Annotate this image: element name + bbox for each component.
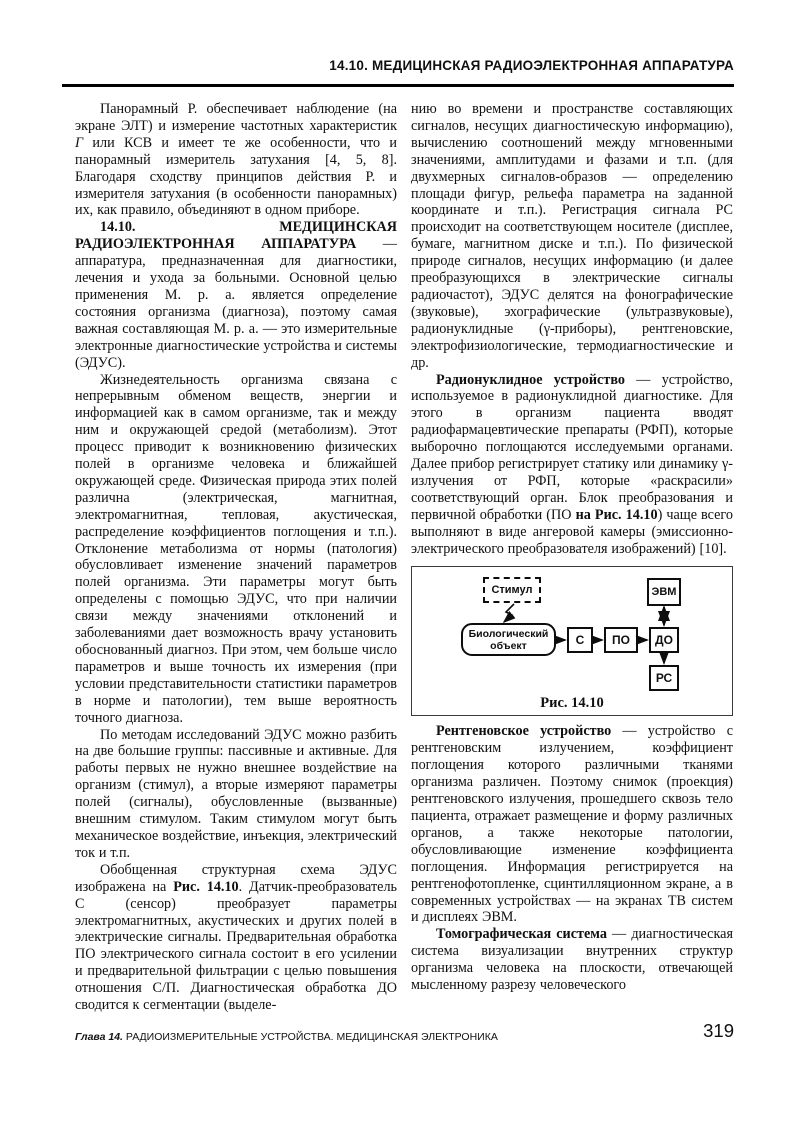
text-run: — диагностическая система визуализации внутренних структур организма человека на плоскости, отвечающей мысленному разрезу человеческого [411,926,733,994]
text-run: . Датчик-преобразователь С (сенсор) преобразует параметры электромагнитных, акустических и других полей в электрические сигналы. Предварительная обработка ПО электрического сигнала состоит в его усилении и предварительной фильтрации с целью повышения отношения С/П. Диагностическая обработка ДО сводится к сегментации (выделе- [75,878,397,1014]
running-header: 14.10. МЕДИЦИНСКАЯ РАДИОЭЛЕКТРОННАЯ АППАРАТУРА [329,58,734,73]
figure-caption: Рис. 14.10 [540,695,604,712]
paragraph-continuation: нию во времени и пространстве составляющих сигналов, несущих диагностическую информацию), вычислению соотношений между мгновенными значениями, амплитудами и фазами и т.п. (для двухмерных сигналов-образов — определению площади фигур, рельефа параметра на заданной координате и т.п.). Регистрация сигнала РС происходит на соответствующем носителе (дисплее, бумаге, магнитном диске и т.п.). По физической природе сигналов, несущих информацию (и далее преобразующихся в электрические сигналы радиочастот), ЭДУС делятся на фонографические (звуковые), эхографические (ультразвуковые), радионуклидные (γ-приборы), рентгеновские, электрофизиологические, термодиагностические и др. [411,101,733,371]
term-xray-device: Рентгеновское устройство [436,723,612,740]
text-run: Панорамный Р. обеспечивает наблюдение (на экране ЭЛТ) и измерение частотных характеристик [75,101,397,134]
term-tomography-system: Томографическая система [436,926,607,943]
running-footer [75,1031,498,1043]
page-number: 319 [703,1020,734,1041]
paragraph-panoramic [75,101,397,219]
figure-box-diag-processing: ДО [649,627,679,653]
paragraph-section-14-10 [75,219,397,371]
paragraph-tomography [411,926,733,994]
figure-box-registration: РС [649,665,679,691]
paragraph-metabolism: Жизнедеятельность организма связана с непрерывным обменом веществ, энергии и информацией как в самом организме, так и между ним и окружающей средой (метаболизм). Этот процесс приводит к возникновению физических полей в организме человека и ближайшей окружающей среде. Физическая природа этих полей различна (электрическая, магнитная, электромагнитная, тепловая, акустическая, распределение коэффициентов поглощения и т.п.). Отклонение метаболизма от нормы (патология) обусловливает изменение значений параметров полей организма. Эти параметры могут быть определены с помощью ЭДУС, что при наличии связи между значениями отклонений и заболеваниями дает возможность врачу установить обоснованный диагноз. При этом, чем больше число параметров и выше точность их измерения (при условии представительности статистики параметров в норме и патологии), тем выше вероятность точного диагноза. [75,371,397,726]
left-column [75,101,397,1014]
section-heading: 14.10. МЕДИЦИНСКАЯ РАДИОЭЛЕКТРОННАЯ АППАРАТУРА [75,219,397,253]
paragraph-structure-scheme [75,862,397,1014]
figure-14-10 [411,566,733,716]
figure-reference: на Рис. 14.10 [575,506,658,523]
header-rule [62,84,734,87]
text-run: — устройство, используемое в радионуклидной диагностике. Для этого в организм пациента вводят радиофармацевтические препараты (РФП), которые выборочно поглощаются исследуемыми органами. Далее прибор регистрирует статику или динамику γ-излучения от РФП, которые «раскрасили» соответствующий орган. Блок преобразования и первичной обработки (ПО [411,371,733,523]
right-column [411,101,733,1014]
term-radionuclide-device: Радионуклидное устройство [436,371,625,388]
paragraph-radionuclide [411,372,733,558]
stimulus-lightning-arrow [504,604,514,622]
two-column-text [75,101,733,1014]
figure-box-preprocessing: ПО [604,627,638,653]
figure-box-stimulus: Стимул [483,577,541,603]
footer-chapter-label: Глава 14. [75,1031,123,1043]
figure-box-computer: ЭВМ [647,578,681,606]
figure-reference: Рис. 14.10 [173,878,239,895]
text-run: — устройство с рентгеновским излучением, коэффициент поглощения которого различными тканями организма различен. Поэтому снимок (проекция) рентгеновского излучения, прошедшего сквозь тело пациента, отражает размещение и форму различных органов, а также некоторые патологии, обусловливающие изменение коэффициента поглощения. Информация регистрируется на рентгенофотопленке, сцинтилляционном экране, а в современных устройствах — на экранах ТВ систем и дисплеях ЭВМ. [411,723,733,926]
italic-gamma-symbol: Г [75,134,84,151]
text-run: ) чаще всего выполняют в виде ангеровой камеры (эмиссионно-электрического преобразователя изображений) [10]. [411,506,733,557]
footer-chapter-title: РАДИОИЗМЕРИТЕЛЬНЫЕ УСТРОЙСТВА. МЕДИЦИНСКАЯ ЭЛЕКТРОНИКА [122,1031,498,1043]
text-run: Обобщенная структурная схема ЭДУС изображена на [75,861,397,895]
figure-box-biological-object [461,623,556,656]
text-run: или КСВ и имеет те же особенности, что и панорамный измеритель затухания [4, 5, 8]. Благодаря сходству принципов действия Р. и измерителя затухания (в особенности панорамных) их, как правило, объединяют в одном приборе. [75,134,397,219]
paragraph-methods: По методам исследований ЭДУС можно разбить на две большие группы: пассивные и активные. Для работы первых не нужно внешнее воздействие на организм (стимул), а вторые измеряют параметры полей (сигналы), обусловленные (вызванные) внешним стимулом. Таким стимулом могут быть механическое воздействие, инъекция, электрический ток и т.п. [75,726,397,861]
paragraph-xray [411,723,733,926]
figure-box-sensor: С [567,627,593,653]
bio-object-label: Биологический объект [468,627,549,652]
text-run: — аппаратура, предназначенная для диагностики, лечения и ухода за больными. Основной целью применения М. р. а. является определение состояния организма (диагноза), поэтому самая важная составляющая М. р. а. — это измерительные электронные диагностические устройства и системы (ЭДУС). [75,236,397,371]
